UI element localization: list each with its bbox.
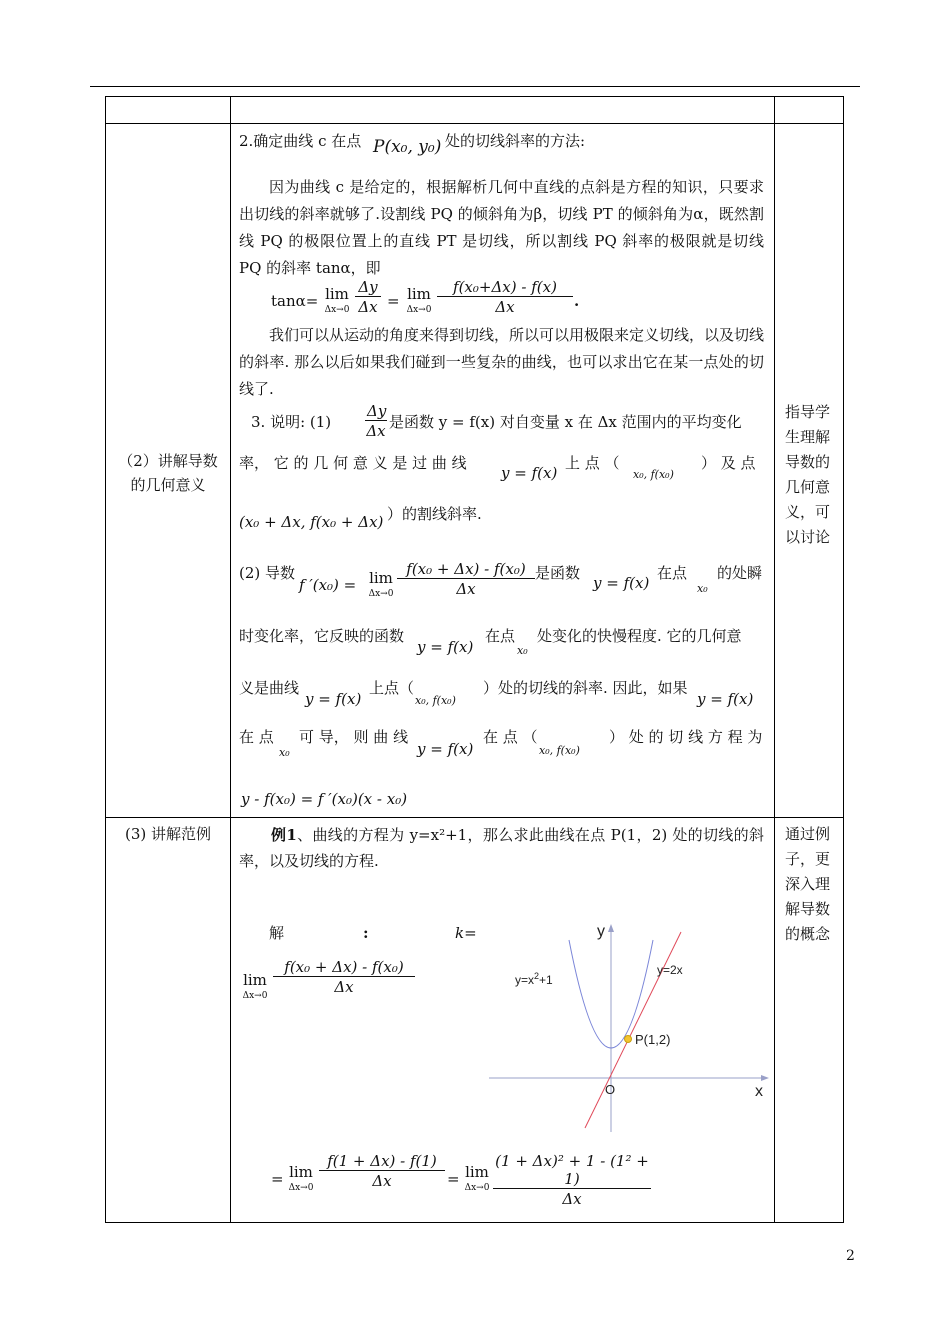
function-graph bbox=[485, 918, 775, 1138]
example-content-cell bbox=[231, 818, 775, 1223]
note-4-line2-function: y = f(x) bbox=[417, 638, 474, 656]
note-4-line2c: 处变化的快慢程度. 它的几何意 bbox=[537, 627, 742, 645]
note-4-line4c: 在 点 （ bbox=[483, 728, 538, 746]
section-row-example bbox=[106, 818, 844, 1223]
step2-limit bbox=[285, 1164, 317, 1196]
limit-word: lim bbox=[407, 285, 431, 303]
note-3-text5: ）的割线斜率. bbox=[387, 505, 482, 523]
section-label-line1: （2）讲解导数 bbox=[118, 452, 218, 470]
note-4-line3-function: y = f(x) bbox=[305, 690, 362, 708]
section-label-example: (3) 讲解范例 bbox=[124, 825, 212, 843]
header-cell-1 bbox=[106, 97, 231, 124]
solution-colon: : bbox=[363, 924, 369, 942]
derivative-lhs: f ′(x₀) = bbox=[299, 576, 357, 594]
limit-subscript: Δx→0 bbox=[288, 1183, 314, 1193]
step2-equals-2: = bbox=[447, 1170, 460, 1188]
note-3-text1: 是函数 y = f(x) 对自变量 x 在 Δx 范围内的平均变化 bbox=[389, 413, 742, 431]
limit-word: lim bbox=[465, 1163, 489, 1181]
fraction-numerator: f(1 + Δx) - f(1) bbox=[319, 1152, 445, 1171]
limit-subscript: Δx→0 bbox=[406, 305, 432, 315]
fraction-numerator: f(x₀ + Δx) - f(x₀) bbox=[397, 560, 535, 579]
guide-note-cell bbox=[775, 124, 844, 818]
point-notation: P(x₀, y₀) bbox=[373, 137, 442, 157]
section-label-cell-example bbox=[106, 818, 231, 1223]
limit-subscript: Δx→0 bbox=[242, 991, 268, 1001]
limit-word: lim bbox=[289, 1163, 313, 1181]
example-text: 、曲线的方程为 y=x²+1，那么求此曲线在点 P(1，2) 处的切线的斜率，以及切线的方程. bbox=[239, 826, 764, 870]
method-heading-tail: 处的切线斜率的方法: bbox=[445, 132, 586, 150]
note-4-line4b: 可 导， 则 曲 线 bbox=[299, 728, 409, 746]
note-4-line3b: 上点（ bbox=[369, 679, 415, 697]
note-4-line4-point: x₀, f(x₀) bbox=[539, 744, 580, 757]
fraction-denominator: Δx bbox=[562, 1190, 582, 1208]
limit-operator-2 bbox=[401, 286, 437, 318]
limit-word: lim bbox=[243, 971, 267, 989]
fraction-denominator: Δx bbox=[495, 298, 515, 316]
fraction-difference-quotient bbox=[437, 278, 573, 317]
limit-subscript: Δx→0 bbox=[464, 1183, 490, 1193]
section-label-cell bbox=[106, 124, 231, 818]
fraction-denominator: Δx bbox=[372, 1172, 392, 1190]
note-3-prefix: 3. 说明: (1) bbox=[251, 413, 332, 431]
note-3-function: y = f(x) bbox=[501, 464, 558, 482]
note-4-line2a: 时变化率，它反映的函数 bbox=[239, 627, 405, 645]
note-3-text4: ） 及 点 bbox=[701, 454, 756, 472]
note-4-line2b: 在点 bbox=[485, 627, 516, 645]
header-cell-2 bbox=[231, 97, 775, 124]
note-3-text3: 上 点 （ bbox=[565, 454, 620, 472]
fraction-numerator: f(x₀ + Δx) - f(x₀) bbox=[273, 958, 415, 977]
note-4-line4d: ） 处 的 切 线 方 程 为 bbox=[609, 728, 763, 746]
page-number: 2 bbox=[846, 1248, 855, 1264]
note-4-function: y = f(x) bbox=[593, 574, 650, 592]
tangent-line bbox=[585, 932, 681, 1128]
formula-period: . bbox=[574, 292, 580, 310]
limit-operator bbox=[319, 286, 355, 318]
note-4-line3a: 义是曲线 bbox=[239, 679, 300, 697]
fraction-numerator: (1 + Δx)² + 1 - (1² + 1) bbox=[493, 1152, 651, 1189]
limit-word: lim bbox=[325, 285, 349, 303]
header-cell-3 bbox=[775, 97, 844, 124]
fraction-denominator: Δx bbox=[358, 298, 378, 316]
y-axis-label: y bbox=[597, 923, 605, 940]
equals-sign: = bbox=[387, 292, 400, 310]
solution-word: 解 bbox=[269, 924, 285, 942]
note-4-line3-point: x₀, f(x₀) bbox=[415, 694, 456, 707]
note-4-line4-x0: x₀ bbox=[279, 746, 290, 759]
solution-fraction bbox=[273, 958, 415, 997]
table-header-row bbox=[106, 97, 844, 124]
fraction-denominator: Δx bbox=[334, 978, 354, 996]
example-guide-note: 通过例子，更深入理解导数的概念 bbox=[785, 825, 831, 943]
method-heading: 2.确定曲线 c 在点 bbox=[239, 132, 362, 150]
step2-limit-2 bbox=[461, 1164, 493, 1196]
y-axis-arrow bbox=[608, 924, 614, 932]
origin-label: O bbox=[605, 1082, 616, 1097]
step2-fraction-2 bbox=[493, 1152, 651, 1209]
fraction-dy-dx bbox=[355, 278, 381, 317]
note-4-line4-function: y = f(x) bbox=[417, 740, 474, 758]
fraction-numerator: Δy bbox=[355, 278, 381, 297]
x-axis-label: x bbox=[755, 1083, 763, 1100]
derivative-limit bbox=[365, 570, 397, 602]
section-row-geometric-meaning bbox=[106, 124, 844, 818]
note-4-line2-x0: x₀ bbox=[517, 644, 528, 657]
example-guide-cell bbox=[775, 818, 844, 1223]
solution-limit bbox=[239, 972, 271, 1004]
note-4-line3c: ）处的切线的斜率. 因此，如果 bbox=[483, 679, 688, 697]
note-4-prefix: (2) 导数 bbox=[239, 564, 296, 582]
header-rule bbox=[90, 86, 860, 87]
limit-word: lim bbox=[369, 569, 393, 587]
x-axis-arrow bbox=[761, 1075, 769, 1081]
note-4-text1: 是函数 bbox=[535, 564, 581, 582]
example-statement bbox=[239, 822, 764, 874]
solution-k: k= bbox=[455, 924, 477, 942]
limit-subscript: Δx→0 bbox=[368, 589, 394, 599]
section-label-line2: 的几何意义 bbox=[130, 476, 206, 494]
motion-paragraph: 我们可以从运动的角度来得到切线，所以可以用极限来定义切线，以及切线的斜率. 那么以后如果我们碰到一些复杂的曲线，也可以求出它在某一点处的切线了. bbox=[239, 326, 765, 398]
point-label: P(1,2) bbox=[635, 1032, 671, 1047]
note-3-fraction bbox=[365, 402, 387, 441]
formula-lhs: tanα= bbox=[271, 292, 319, 310]
derivative-fraction bbox=[397, 560, 535, 599]
note-4-text2: 在点 bbox=[657, 564, 688, 582]
lesson-table bbox=[105, 96, 844, 1223]
note-3-point2: (x₀ + Δx, f(x₀ + Δx) bbox=[239, 513, 384, 531]
guide-note: 指导学生理解导数的几何意义，可以讨论 bbox=[785, 403, 831, 546]
note-4-text3: 的处瞬 bbox=[717, 564, 763, 582]
tangent-line-equation: y - f(x₀) = f ′(x₀)(x - x₀) bbox=[241, 790, 408, 808]
fraction-denominator: Δx bbox=[366, 422, 386, 440]
note-3-text2: 率， 它 的 几 何 意 义 是 过 曲 线 bbox=[239, 454, 467, 472]
explanation-paragraph: 因为曲线 c 是给定的，根据解析几何中直线的点斜是方程的知识，只要求出切线的斜率就够了.设割线 PQ 的倾斜角为β，切线 PT 的倾斜角为α，既然割线 PQ 的极限位置上的直线 PT 是切线，所以割线 PQ 斜率的极限就是切线 PQ 的斜率 tanα，即 bbox=[239, 178, 764, 277]
fraction-denominator: Δx bbox=[456, 580, 476, 598]
note-4-line3-function2: y = f(x) bbox=[697, 690, 754, 708]
step2-equals: = bbox=[271, 1170, 284, 1188]
fraction-numerator: f(x₀+Δx) - f(x) bbox=[437, 278, 573, 297]
content-cell bbox=[231, 124, 775, 818]
curve-label: $y=x^2+1$ bbox=[515, 971, 553, 987]
section-label bbox=[106, 449, 230, 497]
line-label: y=2x bbox=[657, 963, 683, 977]
limit-subscript: Δx→0 bbox=[324, 305, 350, 315]
example-label: 例1 bbox=[271, 826, 297, 844]
step2-fraction-1 bbox=[319, 1152, 445, 1191]
fraction-numerator: Δy bbox=[367, 402, 387, 420]
note-3-point: x₀, f(x₀) bbox=[633, 468, 674, 481]
point-p-marker bbox=[625, 1036, 632, 1043]
note-4-x0: x₀ bbox=[697, 582, 708, 595]
note-4-line4a: 在 点 bbox=[239, 728, 274, 746]
